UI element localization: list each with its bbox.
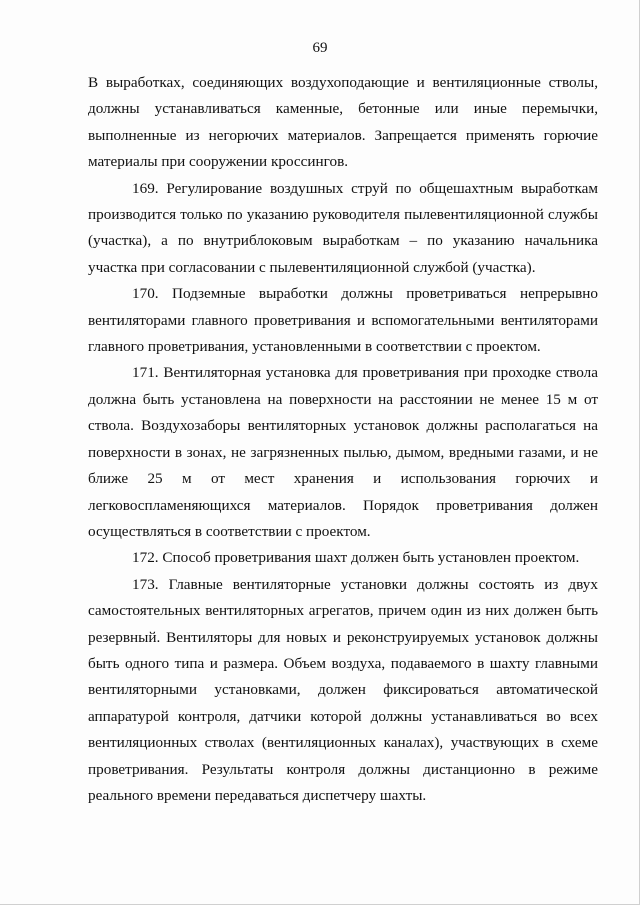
paragraph-171: 171. Вентиляторная установка для проветривания при проходке ствола должна быть установлена на поверхности на расстоянии не менее 15 м от ствола. Воздухозаборы вентиляторных установок должны располагаться на поверхности в зонах, не загрязненных пылью, дымом, вредными газами, и не ближе 25 м от мест хранения и использования горючих и легковоспламеняющихся материалов. Порядок проветривания должен осуществляться в соответствии с проектом. [88, 364, 598, 540]
paragraph-169: 169. Регулирование воздушных струй по общешахтным выработкам производится только по указанию руководителя пылевентиляционной службы (участка), а по внутриблоковым выработкам – по указанию начальника участка при согласовании с пылевентиляционной службой (участка). [88, 179, 598, 276]
document-body [88, 70, 598, 809]
page-number: 69 [312, 40, 328, 56]
paragraph-172: 172. Способ проветривания шахт должен быть установлен проектом. [132, 549, 580, 567]
paragraph-170: 170. Подземные выработки должны проветриваться непрерывно вентиляторами главного проветривания и вспомогательными вентиляторами главного проветривания, установленными в соответствии с проектом. [88, 285, 598, 356]
paragraph-continuation: В выработках, соединяющих воздухоподающие и вентиляционные стволы, должны устанавливаться каменные, бетонные или иные перемычки, выполненные из негорючих материалов. Запрещается применять горючие материалы при сооружении кроссингов. [88, 74, 598, 171]
paragraph-173: 173. Главные вентиляторные установки должны состоять из двух самостоятельных вентиляторных агрегатов, причем один из них должен быть резервный. Вентиляторы для новых и реконструируемых установок должны быть одного типа и размера. Объем воздуха, подаваемого в шахту главными вентиляторными установками, должен фиксироваться автоматической аппаратурой контроля, датчики которой должны устанавливаться во всех вентиляционных стволах (вентиляционных каналах), участвующих в схеме проветривания. Результаты контроля должны дистанционно в режиме реального времени передаваться диспетчеру шахты. [88, 575, 598, 804]
